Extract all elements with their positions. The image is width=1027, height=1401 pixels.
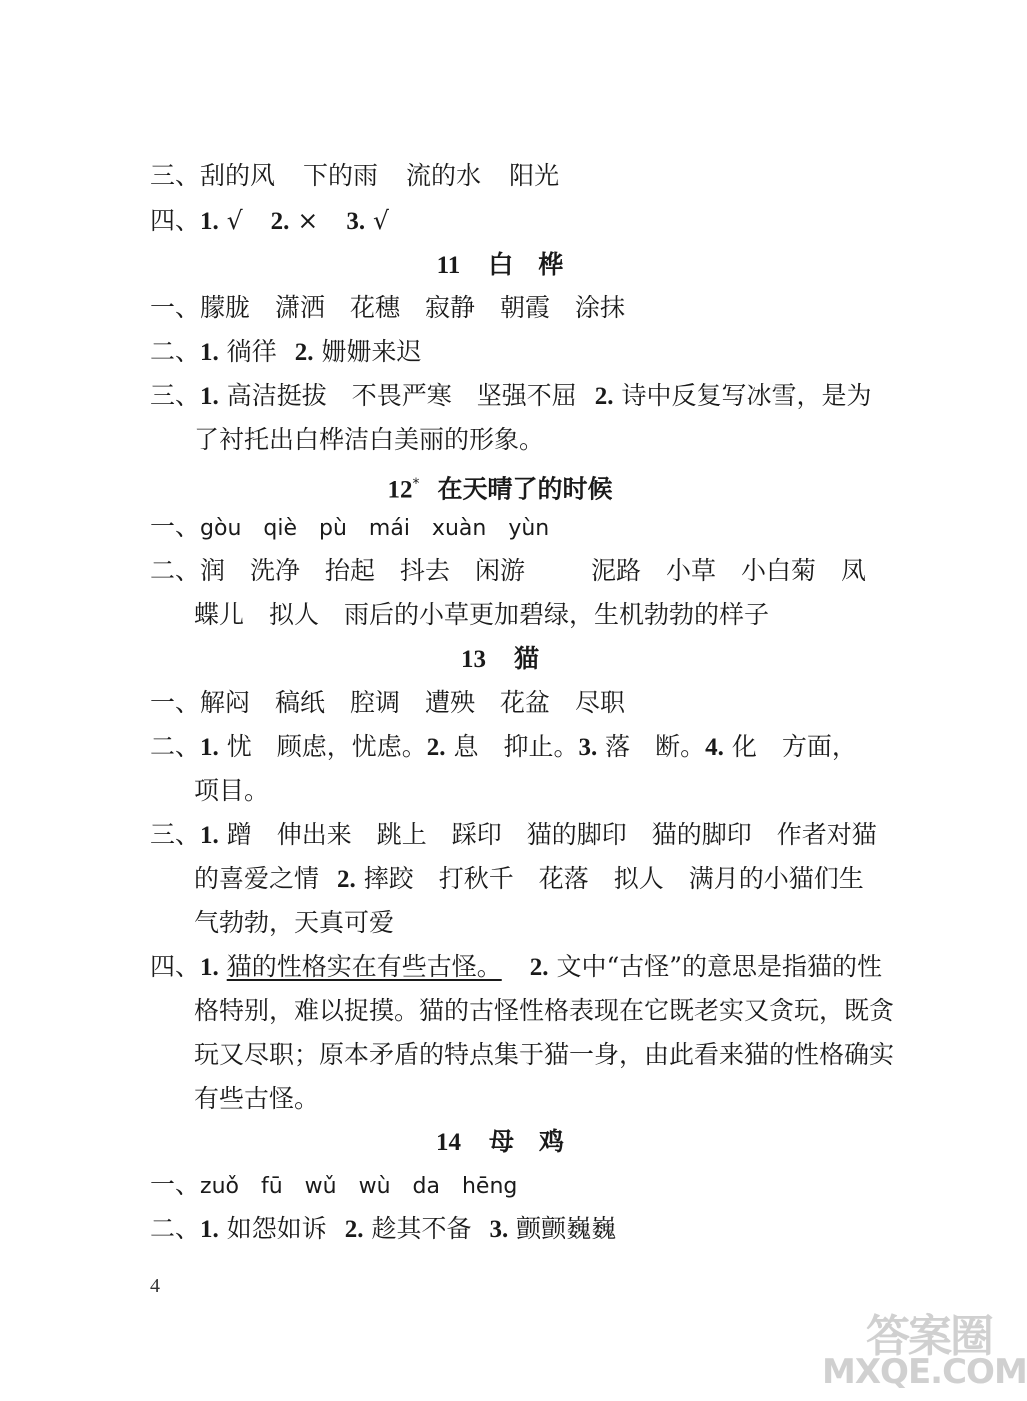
item-label: 一、 [150,688,201,717]
lesson-title: 白 桦 [488,250,564,279]
answer-text: 气勃勃，天真可爱 [194,908,395,937]
item-number: 1. [200,1216,219,1243]
answer-text: 泥路 小草 小白菊 凤 [591,556,867,585]
answer-text: 下的雨 [303,161,379,190]
item-number: 1. [200,822,219,849]
lesson-title: 猫 [513,644,539,673]
lesson-number: 13 [460,646,486,673]
answer-line-s11-1 [150,293,850,323]
item-number: 2. [337,866,356,893]
item-label: 一、 [150,293,201,322]
answer-text: 润 洗净 抬起 抖去 闲游 [200,556,526,585]
item-number: 3. [489,1216,509,1243]
answer-text: 摔跤 打秋千 花落 拟人 满月的小猫们生 [363,864,864,893]
check-mark: √ [373,206,389,235]
check-mark: √ [226,206,243,235]
item-number: 2. [594,383,614,410]
lesson-number: 14 [435,1129,461,1156]
answer-text: 流的水 [406,161,482,190]
answer-line-s10-4 [150,206,850,237]
answer-text: 玩又尽职；原本矛盾的特点集于猫一身，由此看来猫的性格确实 [194,1040,895,1069]
answer-line-s14-2 [150,1214,850,1245]
optional-mark: * [412,476,420,492]
cross-mark: × [297,206,319,235]
answer-text: 蝶儿 拟人 雨后的小草更加碧绿，生机勃勃的样子 [194,600,770,629]
lesson-title: 在天晴了的时候 [437,474,613,504]
item-label: 一、 [150,512,201,541]
item-number: 2. [294,339,314,366]
answer-line-s13-4-cont3 [194,1084,850,1114]
answer-text: 颤颤巍巍 [516,1214,617,1243]
answer-text: 项目。 [194,776,270,805]
answer-line-s11-3 [150,381,872,412]
answer-text: 解闷 稿纸 腔调 遭殃 花盆 尽职 [200,688,626,717]
lesson-heading-11 [0,250,1000,281]
lesson-heading-14 [0,1127,1000,1158]
pinyin-text: zuǒ fū wǔ wù da hēng [200,1174,518,1199]
answer-line-s13-4 [150,952,883,983]
answer-line-s13-3 [150,820,877,851]
answer-text: 忧 顾虑，忧虑。 [226,732,427,761]
answer-line-s10-3 [150,161,850,191]
answer-text: 姗姗来迟 [321,337,422,366]
answer-line-s11-3-cont [194,425,850,455]
answer-text: 趁其不备 [371,1214,472,1243]
answer-line-s13-4-cont1 [194,996,895,1026]
page-number: 4 [150,1275,160,1297]
lesson-number: 11 [436,252,461,279]
answer-text: 落 断。 [605,732,706,761]
underlined-answer: 猫的性格实在有些古怪。 [226,952,502,981]
answer-text: 诗中反复写冰雪，是为 [621,381,872,410]
item-number: 2. [270,208,290,235]
item-label: 三、 [150,161,201,190]
answer-text: 朦胧 潇洒 花穗 寂静 朝霞 涂抹 [200,293,626,322]
lesson-number: 12 [387,476,413,504]
item-number: 1. [200,383,219,410]
answer-line-s13-3-cont1 [194,864,864,895]
lesson-heading-12 [0,469,1000,505]
answer-text: 息 抑止。 [453,732,579,761]
answer-line-s13-3-cont2 [194,908,850,938]
answer-line-s13-4-cont2 [194,1040,895,1070]
answer-text: 刮的风 [200,161,276,190]
item-number: 2. [344,1216,364,1243]
item-label: 一、 [150,1170,201,1199]
item-number: 3. [346,208,366,235]
item-label: 二、 [150,556,201,585]
item-number: 3. [578,734,598,761]
answer-text: 的喜爱之情 [194,864,320,893]
answer-text: 高洁挺拔 不畏严寒 坚强不屈 [226,381,577,410]
answer-text: 如怨如诉 [226,1214,327,1243]
watermark-logo-text: 答案圈 [866,1311,992,1362]
answer-text: 徜徉 [226,337,277,366]
answer-text: 蹭 伸出来 跳上 踩印 猫的脚印 猫的脚印 作者对猫 [226,820,877,849]
answer-line-s13-1 [150,688,850,718]
watermark-url: MXQE.COM [822,1352,1027,1392]
item-number: 1. [200,208,219,235]
answer-text: 阳光 [509,161,560,190]
item-number: 4. [705,734,724,761]
answer-line-s12-2 [150,556,867,586]
answer-line-s14-1 [150,1170,850,1202]
item-label: 二、 [150,732,201,761]
item-label: 二、 [150,1214,201,1243]
item-label: 四、 [150,206,201,235]
item-label: 三、 [150,381,201,410]
item-label: 四、 [150,952,201,981]
item-number: 1. [200,339,219,366]
watermark [822,1300,1027,1400]
answer-text: 文中“古怪”的意思是指猫的性 [556,952,883,981]
answer-text: 化 方面， [731,732,857,761]
item-number: 2. [426,734,446,761]
answer-line-s13-2 [150,732,857,763]
pinyin-text: gòu qiè pù mái xuàn yùn [200,516,550,541]
answer-text: 有些古怪。 [194,1084,320,1113]
answer-line-s11-2 [150,337,850,368]
answer-text: 格特别，难以捉摸。猫的古怪性格表现在它既老实又贪玩，既贪 [194,996,895,1025]
item-number: 1. [200,734,219,761]
answer-line-s12-2-cont [194,600,850,630]
lesson-title: 母 鸡 [488,1127,564,1156]
item-label: 三、 [150,820,201,849]
answer-text: 了衬托出白桦洁白美丽的形象。 [194,425,545,454]
lesson-heading-13 [0,644,1000,675]
answer-line-s12-1 [150,512,850,544]
item-number: 1. [200,954,219,981]
answer-line-s13-2-cont [194,776,850,806]
item-number: 2. [529,954,549,981]
item-label: 二、 [150,337,201,366]
